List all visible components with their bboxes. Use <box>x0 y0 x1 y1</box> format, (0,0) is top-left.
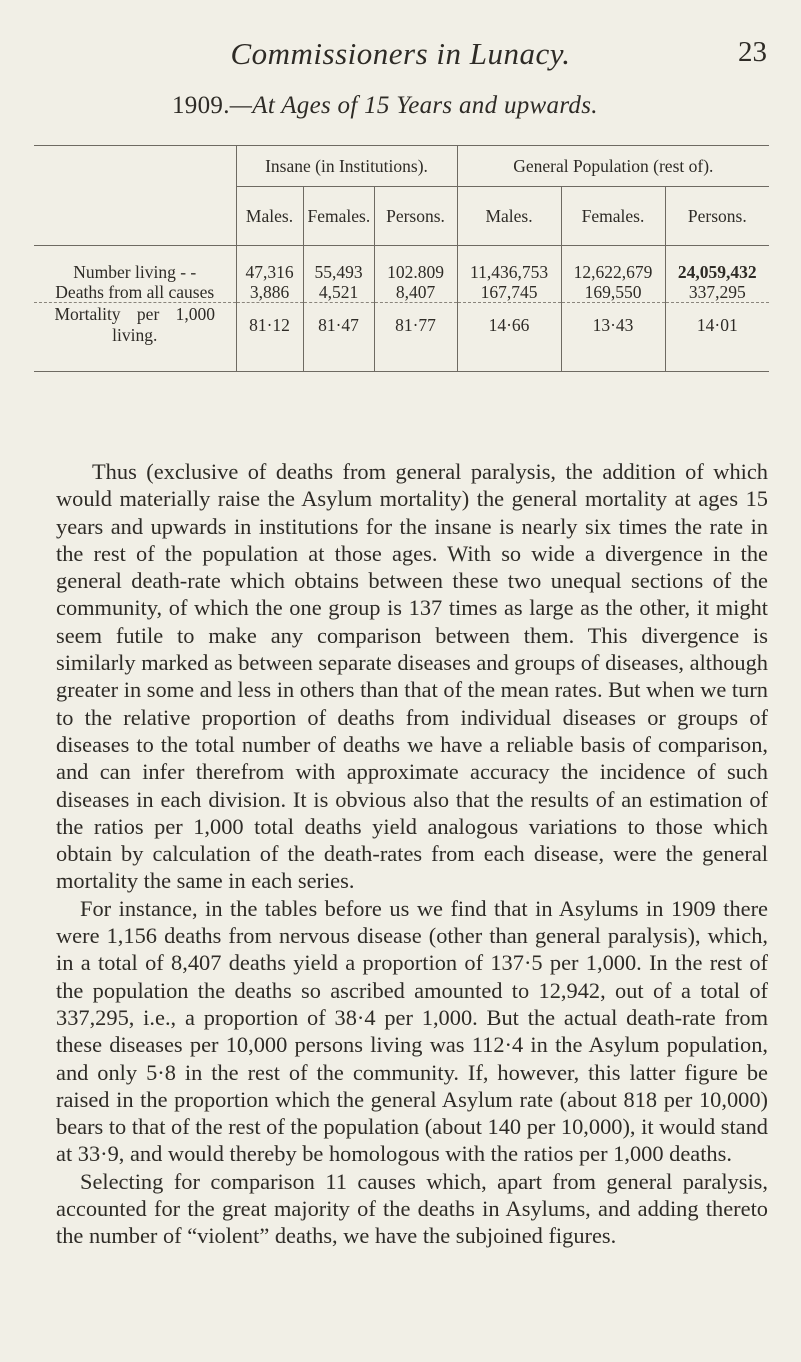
col-header-general-persons: Persons. <box>665 187 769 246</box>
cell: 8,407 <box>374 282 457 303</box>
cell: 337,295 <box>665 282 769 303</box>
running-head <box>0 36 801 76</box>
col-header-insane-females: Females. <box>303 187 374 246</box>
col-header-insane-persons: Persons. <box>374 187 457 246</box>
running-title: Commissioners in Lunacy. <box>230 36 571 71</box>
page-number: 23 <box>738 36 767 68</box>
cell: 55,493 <box>303 262 374 282</box>
cell: 24,059,432 <box>665 262 769 282</box>
cell: 4,521 <box>303 282 374 303</box>
cell: 11,436,753 <box>457 262 561 282</box>
cell: 169,550 <box>561 282 665 303</box>
cell: 81·77 <box>374 303 457 348</box>
cell: 12,622,679 <box>561 262 665 282</box>
cell: 14·01 <box>665 303 769 348</box>
cell: 13·43 <box>561 303 665 348</box>
table-row-number-living <box>34 262 769 282</box>
mortality-table <box>34 145 769 372</box>
cell: 3,886 <box>236 282 303 303</box>
col-header-general-males: Males. <box>457 187 561 246</box>
group-insane: Insane (in Institutions). <box>236 146 457 187</box>
table-title-text: —At Ages of 15 Years and upwards. <box>229 92 598 119</box>
table-group-header-row <box>34 146 769 187</box>
body-text <box>56 458 768 1250</box>
table-row-mortality <box>34 303 769 348</box>
col-header-insane-males: Males. <box>236 187 303 246</box>
cell: 81·12 <box>236 303 303 348</box>
cell: 14·66 <box>457 303 561 348</box>
paragraph: For instance, in the tables before us we find that in Asylums in 1909 there were 1,156 deaths from nervous disease (other than general paralysis), which, in a total of 8,407 deaths yield a proportion of 137·5 per 1,000. In the rest of the population the deaths so ascribed amounted to 12,942, out of a total of 337,295, i.e., a proportion of 38·4 per 1,000. But the actual death-rate from these diseases per 10,000 persons living was 112·4 in the Asylum population, and only 5·8 in the rest of the community. If, however, this latter figure be raised in the proportion which the general Asylum rate (about 818 per 10,000) bears to that of the rest of the population (about 140 per 10,000), it would stand at 33·9, and would thereby be homologous with the ratios per 1,000 deaths. <box>56 895 768 1167</box>
paragraph: Selecting for comparison 11 causes which, apart from general paralysis, accounted for the great majority of the deaths in Asylums, and adding thereto the number of “violent” deaths, we have the subjoined figures. <box>56 1168 768 1249</box>
row-label <box>34 303 236 348</box>
group-general-population: General Population (rest of). <box>457 146 769 187</box>
table-title <box>172 92 598 120</box>
table-title-year: 1909. <box>172 92 230 119</box>
cell: 102.809 <box>374 262 457 282</box>
row-label: Number living - - <box>73 262 197 282</box>
row-label-line: Mortality per 1,000 <box>54 304 216 324</box>
table-row-deaths <box>34 282 769 303</box>
cell: 81·47 <box>303 303 374 348</box>
row-label: Deaths from all causes <box>34 282 236 303</box>
table-column-header-row <box>34 187 769 246</box>
cell: 167,745 <box>457 282 561 303</box>
cell: 47,316 <box>236 262 303 282</box>
row-label-line: living. <box>112 325 158 345</box>
col-header-general-females: Females. <box>561 187 665 246</box>
paragraph: Thus (exclusive of deaths from general paralysis, the addition of which would materially raise the Asylum mortality) the general mortality at ages 15 years and upwards in institutions for the insane is nearly six times the rate in the rest of the population at those ages. With so wide a divergence in the general death-rate which obtains between these two unequal sections of the community, of which the one group is 137 times as large as the other, it might seem futile to make any comparison between them. This divergence is similarly marked as between separate diseases and groups of diseases, although greater in some and less in others than that of the mean rates. But when we turn to the relative proportion of deaths from individual diseases or groups of diseases to the total number of deaths we have a reliable basis of comparison, and can infer therefrom with approximate accuracy the incidence of such diseases in each division. It is obvious also that the results of an estimation of the ratios per 1,000 total deaths yield analogous variations to those which obtain by calculation of the death-rates from each disease, were the general mortality the same in each series. <box>56 459 768 894</box>
